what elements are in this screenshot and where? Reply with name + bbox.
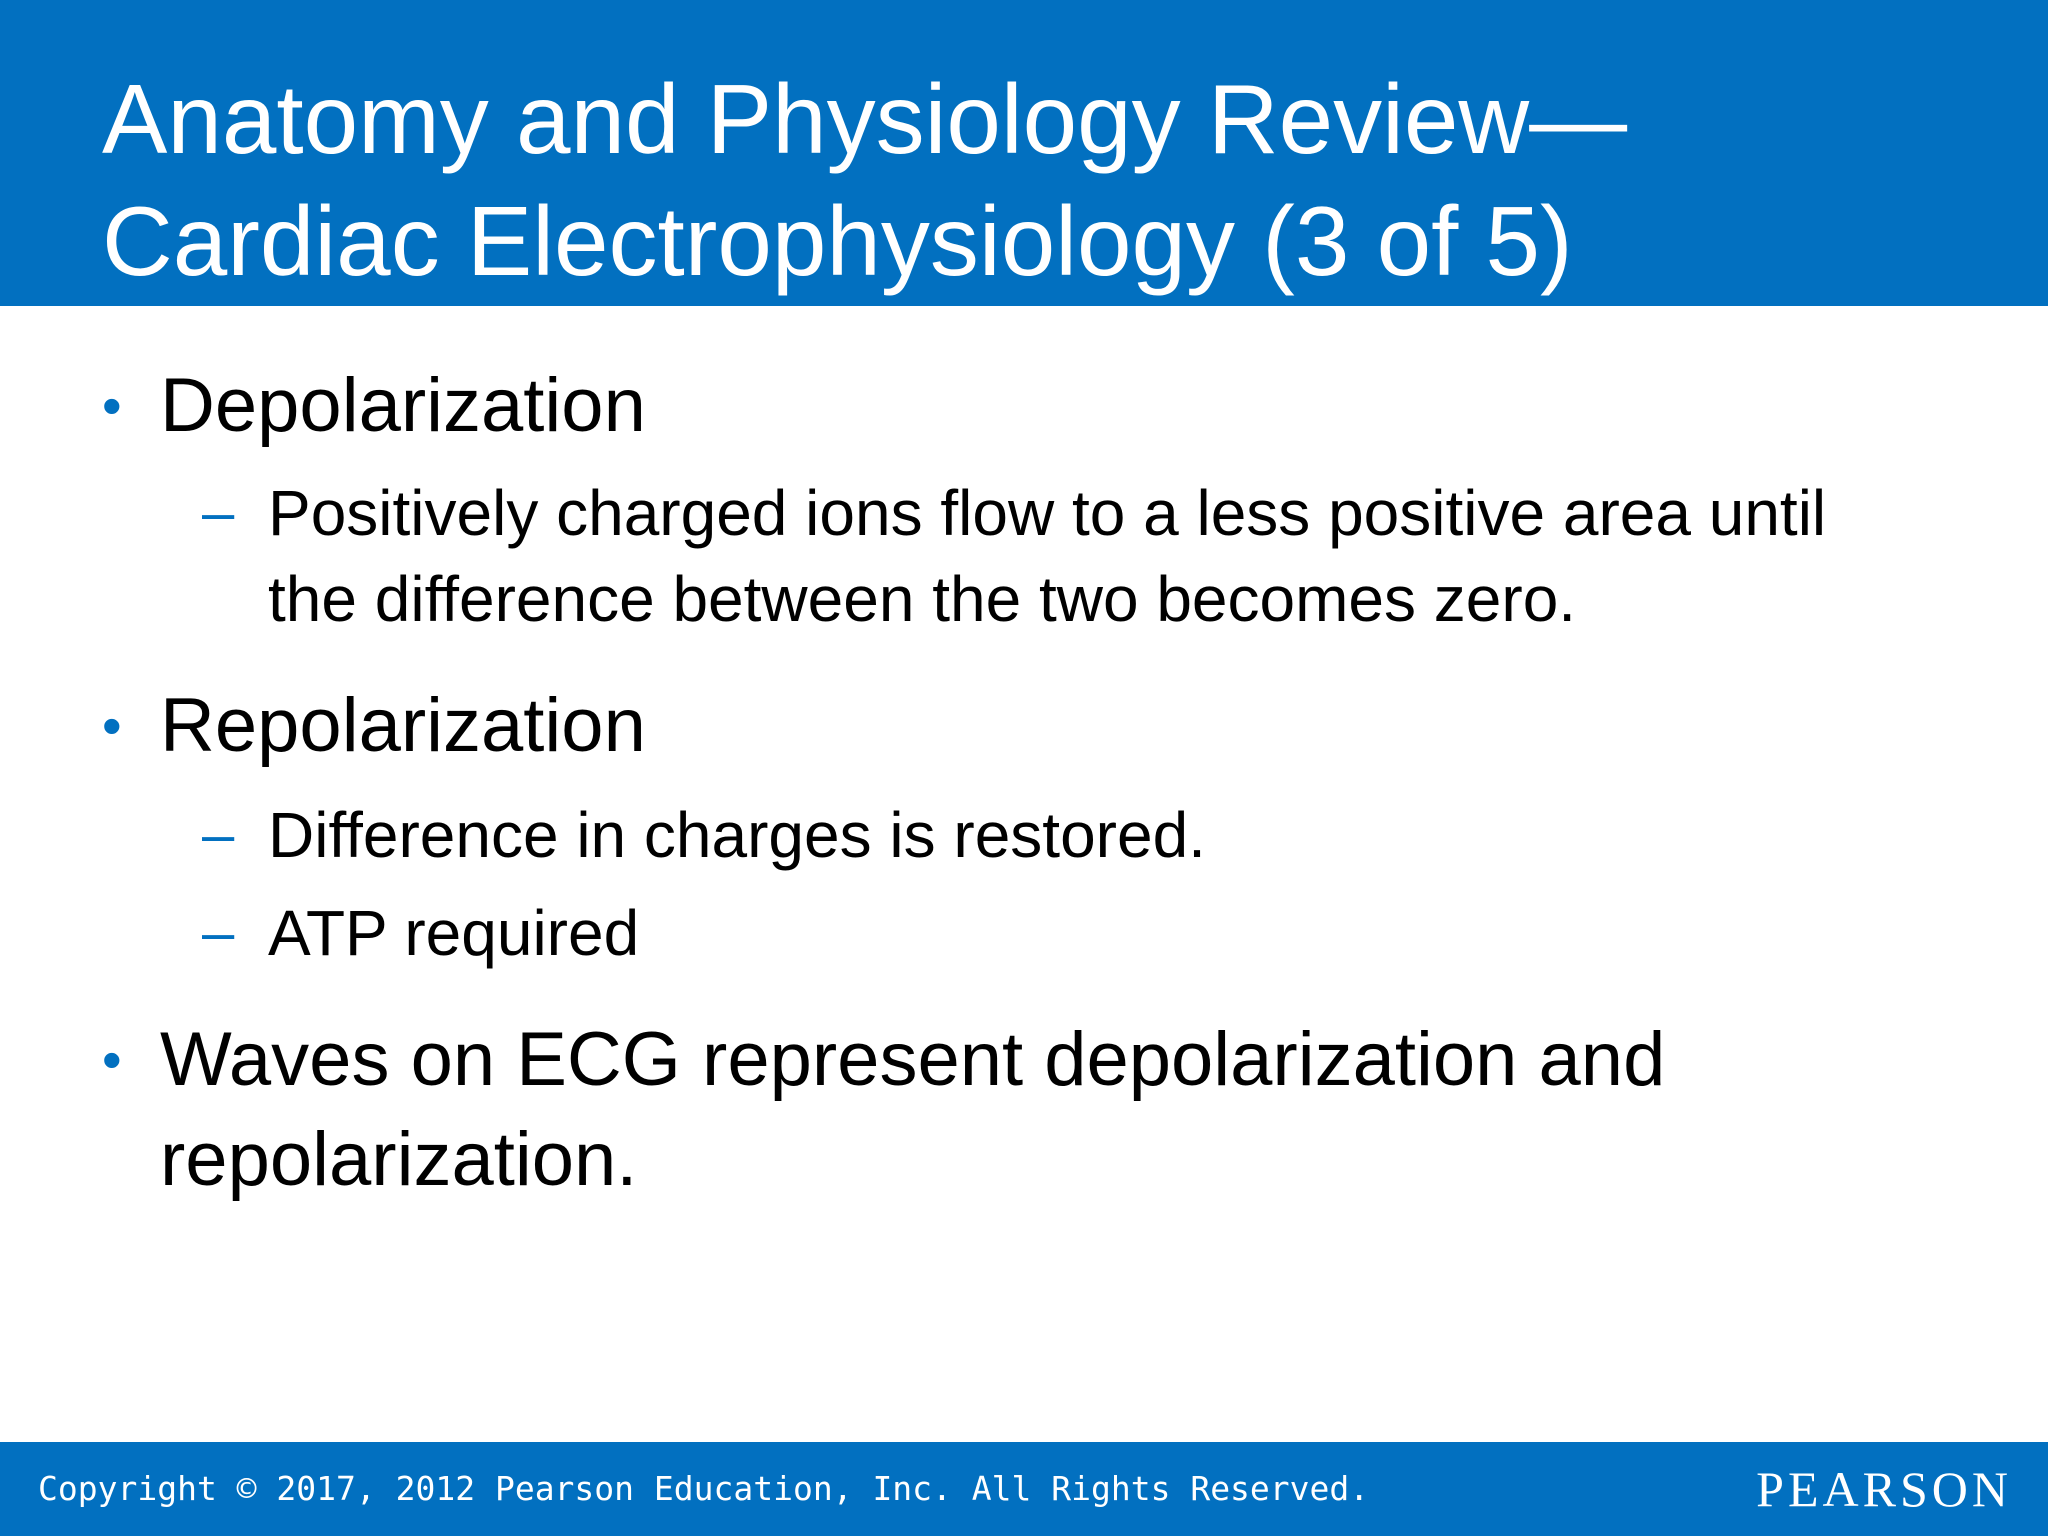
pearson-logo: PEARSON — [1756, 1461, 2012, 1517]
dash-marker: – — [202, 900, 235, 965]
sub-bullet-ion-flow — [268, 470, 1988, 642]
footer-bar — [0, 1442, 2048, 1536]
slide-title-line-1: Anatomy and Physiology Review— — [102, 64, 1628, 174]
bullet-marker: • — [102, 694, 122, 757]
dash-marker: – — [202, 480, 235, 545]
slide-title-line-2: Cardiac Electrophysiology (3 of 5) — [102, 186, 1573, 296]
sub-bullet-ion-flow-line-2: the difference between the two becomes zero. — [268, 563, 1577, 635]
sub-bullet-atp-required: ATP required — [268, 897, 640, 969]
copyright-notice: Copyright © 2017, 2012 Pearson Education, Inc. All Rights Reserved. — [38, 1469, 1370, 1508]
bullet-depolarization: Depolarization — [160, 363, 646, 448]
bullet-ecg-waves-line-1: Waves on ECG represent depolarization and — [160, 1017, 1666, 1102]
bullet-ecg-waves — [160, 1010, 1980, 1210]
bullet-marker: • — [102, 374, 122, 437]
bullet-ecg-waves-line-2: repolarization. — [160, 1117, 638, 1202]
sub-bullet-ion-flow-line-1: Positively charged ions flow to a less positive area until — [268, 477, 1827, 549]
slide-body — [0, 306, 2048, 1442]
bullet-repolarization: Repolarization — [160, 683, 646, 768]
bullet-marker: • — [102, 1028, 122, 1091]
title-bar — [0, 0, 2048, 306]
dash-marker: – — [202, 802, 235, 867]
slide-title — [102, 58, 2002, 302]
sub-bullet-charges-restored: Difference in charges is restored. — [268, 799, 1206, 871]
